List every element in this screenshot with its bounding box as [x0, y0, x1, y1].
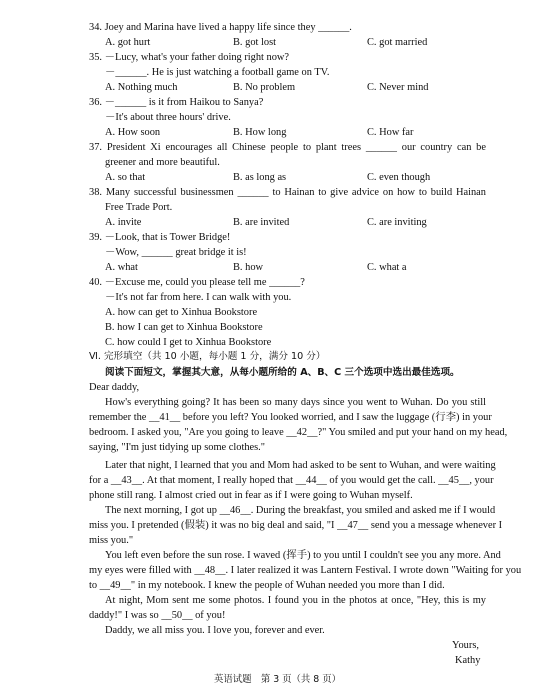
letter-line: saying, "I'm just tidying up some clothes." — [89, 442, 266, 453]
q40-stem-2: －It's not far from here. I can walk with you. — [105, 292, 292, 303]
q36-stem-2: －It's about three hours' drive. — [105, 112, 231, 123]
q38-stem-2: Free Trade Port. — [105, 202, 173, 213]
q34-option-b: B. got lost — [233, 37, 277, 48]
q40-option-c: C. how could I get to Xinhua Bookstore — [105, 337, 272, 348]
letter-line: remember the __41__ before you left? You looked worried, and I saw the luggage (行李) in your — [89, 412, 492, 423]
q39-stem: 39. －Look, that is Tower Bridge! — [89, 232, 231, 243]
q35-option-c: C. Never mind — [367, 82, 429, 93]
q35-stem-2: －______. He is just watching a football game on TV. — [105, 67, 330, 78]
q39-option-b: B. how — [233, 262, 264, 273]
q38-option-a: A. invite — [105, 217, 142, 228]
q37-option-c: C. even though — [367, 172, 431, 183]
letter-line: miss you. I pretended (假装) it was no big deal and said, "I __47__ send you a message whenever I — [89, 520, 503, 531]
letter-line: to __49__" in my notebook. I knew the people of Wuhan needed you more than I did. — [89, 580, 445, 591]
q37-stem: 37. President Xi encourages all Chinese people to plant trees ______ our country can be — [89, 142, 486, 153]
q36-stem: 36. －______ is it from Haikou to Sanya? — [89, 97, 264, 108]
letter-line: How's everything going? It has been so many days since you went to Wuhan. Do you still — [105, 397, 486, 408]
q35-stem: 35. －Lucy, what's your father doing right now? — [89, 52, 290, 63]
letter-line: Later that night, I learned that you and Mom had asked to be sent to Wuhan, and were waiting — [105, 460, 496, 471]
letter-line: At night, Mom sent me some photos. I found you in the photos at once, "Hey, this is my — [105, 595, 486, 606]
letter-line: phone still rang. I almost cried out in fear as if I were going to Wuhan myself. — [89, 490, 413, 501]
letter-line: The next morning, I got up __46__. During the breakfast, you smiled and asked me if I would — [105, 505, 496, 516]
q34-option-c: C. got married — [367, 37, 428, 48]
q39-stem-2: －Wow, ______ great bridge it is! — [105, 247, 247, 258]
q38-option-b: B. are invited — [233, 217, 290, 228]
letter-line: for a __43__. At that moment, I really hoped that __44__ of you would get the call. __45__, your — [89, 475, 494, 486]
q39-option-c: C. what a — [367, 262, 407, 273]
letter-greeting: Dear daddy, — [89, 382, 140, 393]
q40-option-b: B. how I can get to Xinhua Bookstore — [105, 322, 263, 333]
q37-stem-2: greener and more beautiful. — [105, 157, 220, 168]
q34-option-a: A. got hurt — [105, 37, 151, 48]
section-instruction: 阅读下面短文，掌握其大意，从每小题所给的 A、B、C 三个选项中选出最佳选项。 — [105, 367, 460, 378]
letter-line: bedroom. I asked you, "Are you going to leave __42__?" You smiled and put your hand on my head, — [89, 427, 508, 438]
section-title: Ⅵ. 完形填空（共 10 小题，每小题 1 分，满分 10 分） — [89, 351, 326, 362]
letter-signature: Kathy — [455, 655, 481, 666]
q35-option-b: B. No problem — [233, 82, 296, 93]
letter-closing: Yours, — [452, 640, 479, 651]
q36-option-a: A. How soon — [105, 127, 161, 138]
q34-stem: 34. Joey and Marina have lived a happy life since they ______. — [89, 22, 352, 33]
letter-line: You left even before the sun rose. I waved (挥手) to you until I couldn't see you any more. And — [105, 550, 501, 561]
q38-stem: 38. Many successful businessmen ______ to Hainan to give advice on how to build Hainan — [89, 187, 486, 198]
q37-option-b: B. as long as — [233, 172, 287, 183]
letter-line: my eyes were filled with __48__. I later realized it was Lantern Festival. I wrote down "Waiting for you — [89, 565, 522, 576]
q36-option-c: C. How far — [367, 127, 414, 138]
letter-line: daddy!" I was so __50__ of you! — [89, 610, 226, 621]
letter-line: Daddy, we all miss you. I love you, forever and ever. — [105, 625, 325, 636]
q39-option-a: A. what — [105, 262, 138, 273]
page-footer: 英语试题 第 3 页（共 8 页） — [214, 674, 341, 685]
letter-line: miss you." — [89, 535, 134, 546]
q40-stem: 40. －Excuse me, could you please tell me ______? — [89, 277, 305, 288]
q36-option-b: B. How long — [233, 127, 287, 138]
q40-option-a: A. how can get to Xinhua Bookstore — [105, 307, 258, 318]
q38-option-c: C. are inviting — [367, 217, 427, 228]
q37-option-a: A. so that — [105, 172, 146, 183]
q35-option-a: A. Nothing much — [105, 82, 178, 93]
